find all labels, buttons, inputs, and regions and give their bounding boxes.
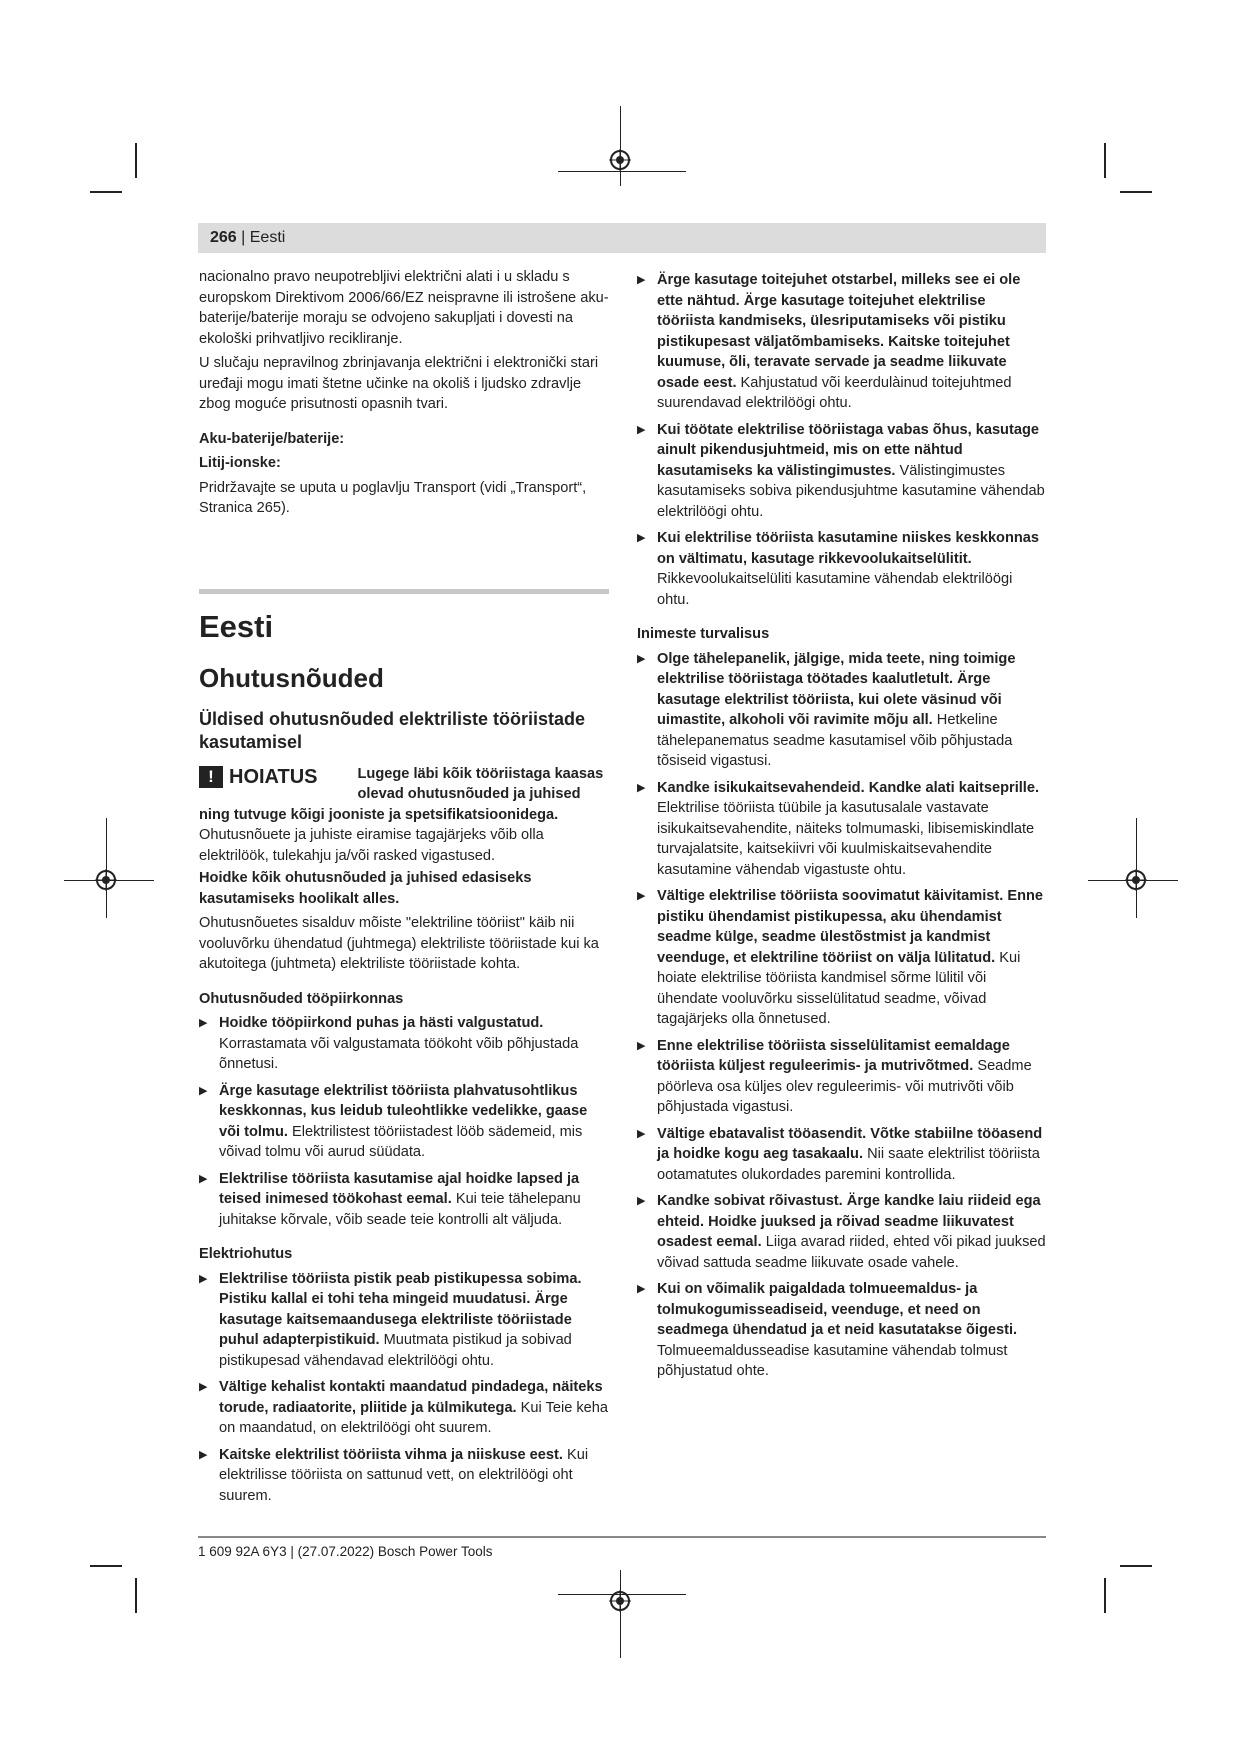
list-item: ▶ Kandke sobivat rõivastust. Ärge kandke laiu riideid ega ehteid. Hoidke juuksed ja rõivad seadme liikuvatest osadest eemal. Liiga avarad riided, ehted või pikad juuksed võivad sattuda seadme liikuvate osade vahele. <box>637 1191 1047 1273</box>
crop-mark <box>90 191 122 193</box>
crop-mark <box>1120 1565 1152 1567</box>
list-item: ▶ Hoidke tööpiirkond puhas ja hästi valgustatud. Korrastamata või valgustamata töökoht võib põhjustada õnnetusi. <box>199 1013 609 1075</box>
transport-text: Pridržavajte se uputa u poglavlju Transport (vidi „Transport“, Stranica 265). <box>199 479 587 516</box>
warning-label-text: HOIATUS <box>229 765 318 788</box>
registration-target-icon <box>1125 869 1147 891</box>
page-number: 266 <box>210 229 237 246</box>
lithium-heading: Litij-ionske: <box>199 455 281 471</box>
language-title: Eesti <box>199 608 274 644</box>
page-header <box>198 223 1046 253</box>
footer-text: 1 609 92A 6Y3 | (27.07.2022) Bosch Power Tools <box>198 1544 493 1559</box>
header-separator: | <box>236 229 250 246</box>
electric-heading: Elektriohutus <box>199 1246 293 1262</box>
list-item: ▶ Olge tähelepanelik, jälgige, mida teete, ning toimige elektrilise tööriistaga töötades kaalutletult. Ärge kasutage elektrilist tööriista, kui olete väsinud või uimastite, alkoholi või ravimite mõju all. Hetkeline tähelepanematus seadme kasutamisel võib põhjustada tõsiseid vigastusi. <box>637 649 1047 772</box>
intro-paragraph: U slučaju nepravilnog zbrinjavanja električni i elektronički stari uređaji mogu imati štetne učinke na okoliš i ljudsko zdravlje zbog moguće prisutnosti opasnih tvari. <box>199 355 599 412</box>
personal-safety-heading: Inimeste turvalisus <box>637 626 770 642</box>
footer-rule <box>198 1536 1046 1538</box>
keep-instructions: Hoidke kõik ohutusnõuded ja juhised edasiseks kasutamiseks hoolikalt alles. <box>199 870 532 907</box>
right-column <box>637 270 1047 1388</box>
registration-line <box>558 171 686 172</box>
crop-mark <box>1120 191 1152 193</box>
warning-label <box>199 764 318 790</box>
crop-mark <box>1104 1578 1106 1613</box>
list-item: ▶ Kaitske elektrilist tööriista vihma ja niiskuse eest. Kui elektrilisse tööriista on sattunud vett, on elektrilöögi oht suurem. <box>199 1445 609 1507</box>
list-item: ▶ Vältige elektrilise tööriista soovimatut käivitamist. Enne pistiku ühendamist pistikupessa, aku ühendamist seadme külge, seadme ülestõstmist ja kandmist veenduge, et elektriline tööriist on välja lülitatud. Kui hoiate elektrilise tööriista kandmisel sõrme lülitil või ühendate vooluvõrku sisselülitatud seadme, võivad tagajärjeks olla õnnetused. <box>637 886 1047 1030</box>
warning-triangle-icon <box>199 766 223 788</box>
list-item: ▶ Elektrilise tööriista kasutamise ajal hoidke lapsed ja teised inimesed töökohast eemal. Kui teie tähelepanu juhitakse kõrvale, võib seade teie kontrolli alt väljuda. <box>199 1169 609 1231</box>
registration-target-icon <box>609 1590 631 1612</box>
crop-mark <box>1104 143 1106 178</box>
section-divider <box>199 589 609 594</box>
list-item: ▶ Kui elektrilise tööriista kasutamine niiskes keskkonnas on vältimatu, kasutage rikkevoolukaitselülitit. Rikkevoolukaitselüliti kasutamine vähendab elektrilöögi ohtu. <box>637 528 1047 610</box>
list-item: ▶ Kui töötate elektrilise tööriistaga vabas õhus, kasutage ainult pikendusjuhtmeid, mis on ette nähtud kasutamiseks ka välistingimustes. Välistingimustes kasutamiseks sobiva pikendusjuhtme kasutamine vähendab elektrilöögi ohtu. <box>637 420 1047 523</box>
list-item: ▶ Kui on võimalik paigaldada tolmueemaldus- ja tolmukogumisseadiseid, veenduge, et need on seadmega ühendatud ja et neid kasutatakse õigesti. Tolmueemaldusseadise kasutamine vähendab tolmust põhjustatud ohte. <box>637 1279 1047 1382</box>
definition-text: Ohutusnõuetes sisalduv mõiste "elektriline tööriist" käib nii vooluvõrku ühendatud (juhtmega) elektriliste tööriistade kui ka akutoitega (juhtmeta) elektriliste tööriistade kohta. <box>199 915 599 972</box>
list-item: ▶ Vältige ebatavalist tööasendit. Võtke stabiilne tööasend ja hoidke kogu aeg tasakaalu. Nii saate elektrilist tööriista ootamatutes olukordades paremini kontrollida. <box>637 1124 1047 1186</box>
list-item: ▶ Enne elektrilise tööriista sisselülitamist eemaldage tööriista küljest reguleerimis- ja mutrivõtmed. Seadme pöörleva osa küljes olev reguleerimis- või mutrivõti võib põhjustada vigastusi. <box>637 1036 1047 1118</box>
warning-text: Ohutusnõuete ja juhiste eiramise tagajärjeks võib olla elektrilöök, tulekahju ja/või rasked vigastused. <box>199 827 544 864</box>
section-title: Ohutusnõuded <box>199 662 384 693</box>
workplace-heading: Ohutusnõuded tööpiirkonnas <box>199 990 404 1007</box>
list-item: ▶ Vältige kehalist kontakti maandatud pindadega, näiteks torude, radiaatorite, pliitide ja külmikutega. Kui Teie keha on maandatud, on elektrilöögi oht suurem. <box>199 1377 609 1439</box>
list-item: ▶ Elektrilise tööriista pistik peab pistikupessa sobima. Pistiku kallal ei tohi teha mingeid muudatusi. Ärge kasutage kaitsemaandusega elektriliste tööriistade puhul adapterpistikuid. Muutmata pistikud ja sobivad pistikupesad vähendavad elektrilöögi ohtu. <box>199 1269 609 1372</box>
warning-block <box>199 764 609 867</box>
registration-line <box>620 106 621 186</box>
warning-bold-text: Lugege läbi kõik tööriistaga kaasas olevad ohutusnõuded ja juhised ning tutvuge kõigi jooniste ja spetsifikatsioonidega. <box>199 765 604 823</box>
registration-line <box>1136 818 1137 918</box>
header-section: Eesti <box>249 229 286 246</box>
registration-line <box>620 1570 621 1658</box>
crop-mark <box>90 1565 122 1567</box>
list-item: ▶ Ärge kasutage elektrilist tööriista plahvatusohtlikus keskkonnas, kus leidub tuleohtlikke vedelikke, gaase või tolmu. Elektrilistest tööriistadest lööb sädemeid, mis võivad tolmu või aurud süüdata. <box>199 1081 609 1163</box>
crop-mark <box>135 143 137 178</box>
registration-line <box>106 818 107 918</box>
left-column <box>199 267 609 1512</box>
crop-mark <box>135 1578 137 1613</box>
registration-target-icon <box>609 149 631 171</box>
intro-paragraph: nacionalno pravo neupotrebljivi električni alati i u skladu s europskom Direktivom 2006/66/EZ neispravne ili istrošene aku-baterije/baterije moraju se odvojeno sakupljati i dovesti na ekološki prihvatljivo recikliranje. <box>199 269 609 347</box>
subsection-title: Üldised ohutusnõuded elektriliste tööriistade kasutamisel <box>199 708 586 752</box>
battery-heading: Aku-baterije/baterije: <box>199 430 345 447</box>
registration-target-icon <box>95 869 117 891</box>
list-item: ▶ Kandke isikukaitsevahendeid. Kandke alati kaitseprille. Elektrilise tööriista tüübile ja kasutusalale vastavate isikukaitsevahendite, näiteks tolmumaski, libisemiskindlate turvajalatsite, kaitsekiivri või kuulmiskaitsevahendite kasutamine vähendab vigastuste ohtu. <box>637 778 1047 881</box>
list-item: ▶ Ärge kasutage toitejuhet otstarbel, milleks see ei ole ette nähtud. Ärge kasutage toitejuhet elektrilise tööriista kandmiseks, ülesriputamiseks või pistiku pistikupesast väljatõmbamiseks. Kaitske toitejuhet kuumuse, õli, teravate servade ja seadme liikuvate osade eest. Kahjustatud või keerdulàinud toitejuhtmed suurendavad elektrilöögi ohtu. <box>637 270 1047 414</box>
